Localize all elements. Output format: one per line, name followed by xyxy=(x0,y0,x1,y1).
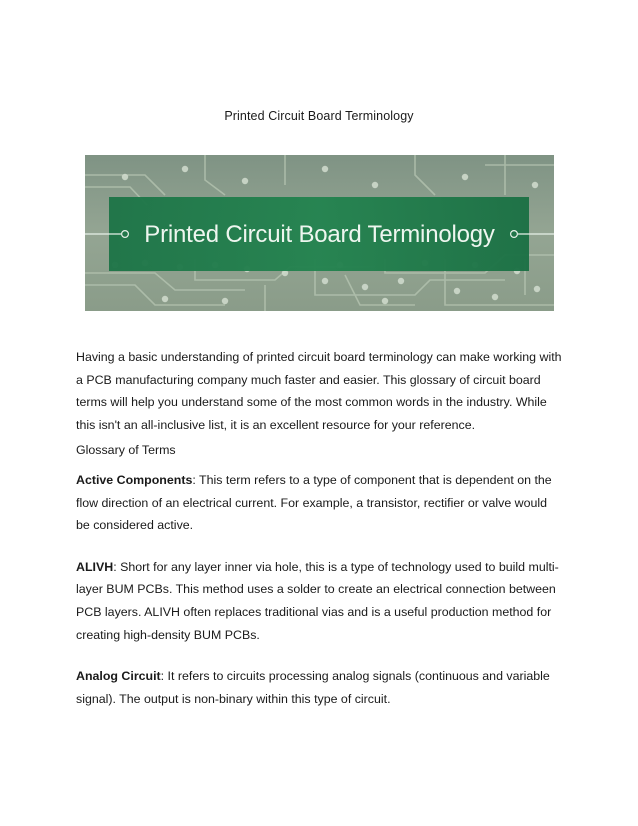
glossary-term xyxy=(76,469,562,537)
glossary-heading: Glossary of Terms xyxy=(76,443,176,458)
term-name: Analog Circuit xyxy=(76,669,161,684)
page-title: Printed Circuit Board Terminology xyxy=(224,109,414,123)
term-name: Active Components xyxy=(76,472,193,487)
term-definition: : This term refers to a type of component that is dependent on the flow direction of an electrical current. For example, a transistor, rectifier or valve would be considered active. xyxy=(76,472,552,533)
banner-image xyxy=(85,155,554,311)
term-definition: : It refers to circuits processing analog signals (continuous and variable signal). The output is non-binary within this type of circuit. xyxy=(76,669,550,706)
document-body xyxy=(76,346,562,729)
glossary-term xyxy=(76,556,562,646)
intro-paragraph: Having a basic understanding of printed circuit board terminology can make working with a PCB manufacturing company much faster and easier. This glossary of circuit board terms will help you understand some of the most common words in the industry. While this isn't an all-inclusive list, it is an excellent resource for your reference. xyxy=(76,350,562,432)
glossary-term xyxy=(76,665,562,710)
banner-title: Printed Circuit Board Terminology xyxy=(144,221,495,248)
term-definition: : Short for any layer inner via hole, this is a type of technology used to build multi-layer BUM PCBs. This method uses a solder to create an electrical connection between PCB layers. ALIVH often replaces traditional vias and is a useful production method for creating high-density BUM PCBs. xyxy=(76,559,559,642)
term-name: ALIVH xyxy=(76,559,114,574)
